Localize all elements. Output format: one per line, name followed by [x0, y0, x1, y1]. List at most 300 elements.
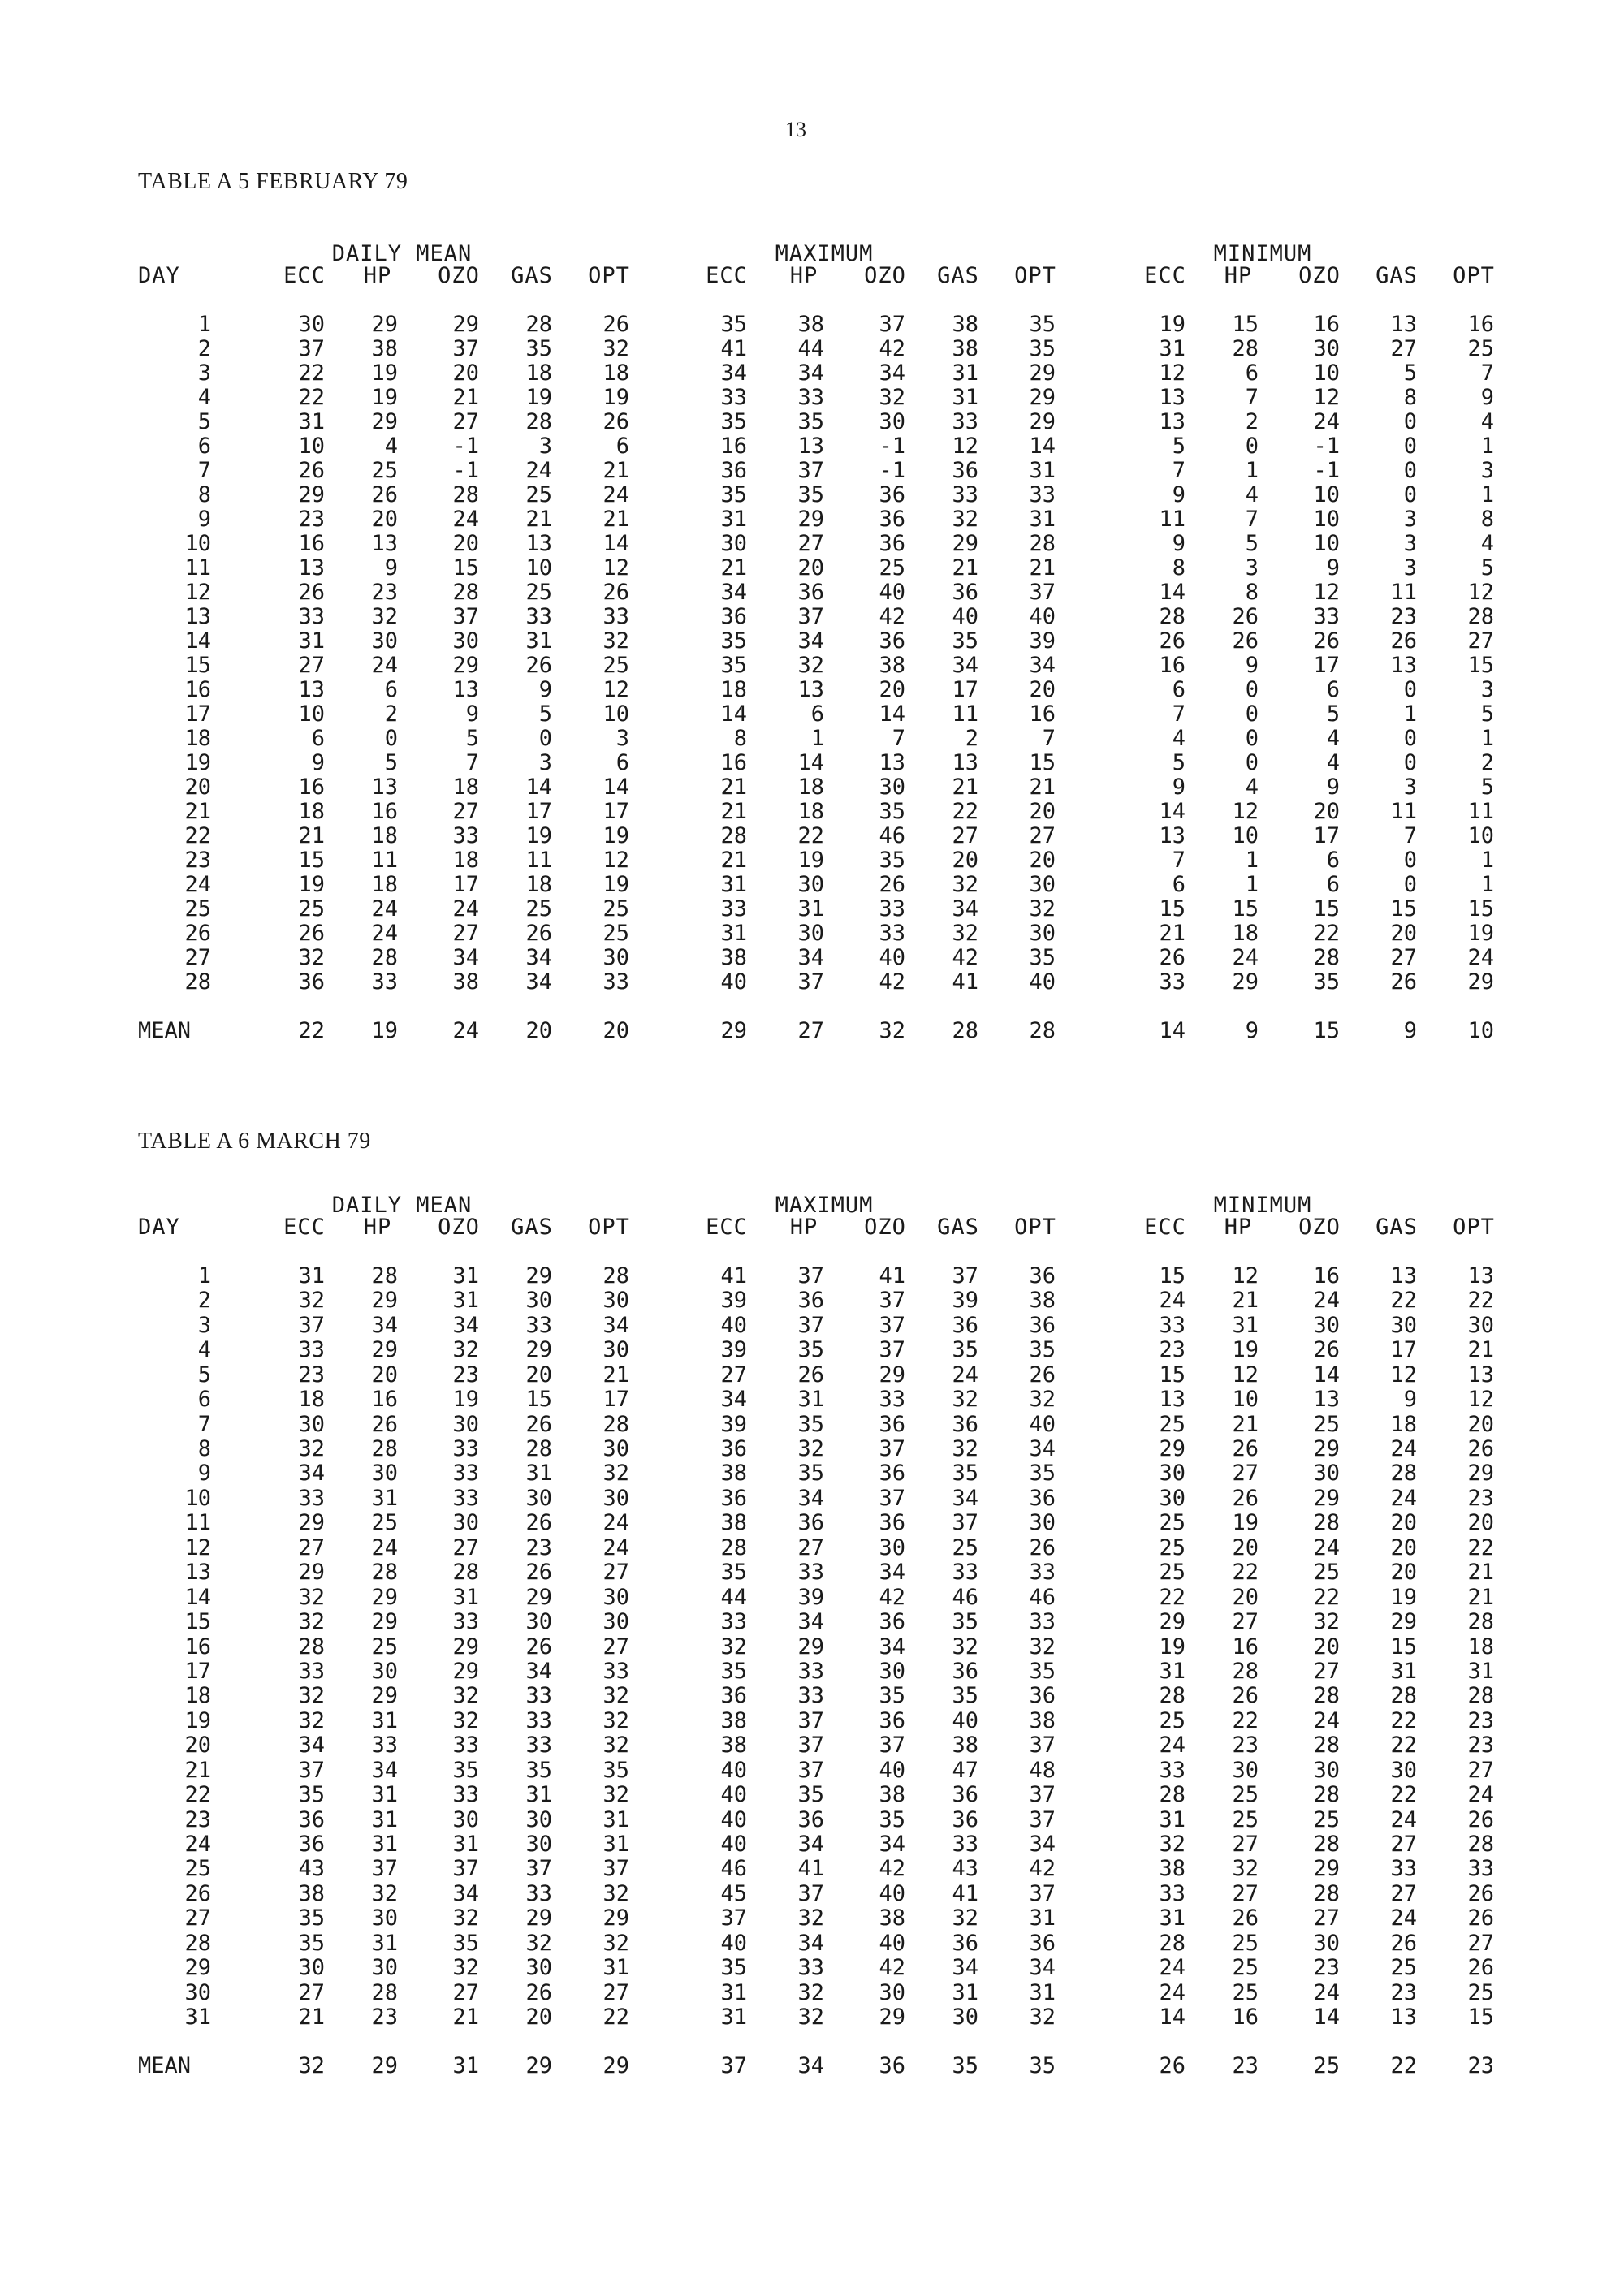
column-header-ozo: OZO	[1298, 263, 1341, 288]
table-cell: 29	[371, 1337, 398, 1363]
table-cell: 37	[797, 969, 824, 995]
table-cell: 33	[371, 969, 398, 995]
table-cell: 21	[1159, 921, 1186, 946]
table-cell: 5	[384, 750, 398, 775]
table-cell: 30	[797, 872, 824, 897]
table-cell: 33	[1467, 1856, 1494, 1882]
table-cell: 33	[1313, 604, 1340, 629]
table-cell: 30	[525, 1609, 552, 1635]
table-cell: 19	[1159, 312, 1186, 337]
table-cell: 20	[1029, 677, 1056, 702]
table-cell: 10	[1313, 482, 1340, 507]
table-cell: 29	[1390, 1609, 1417, 1635]
table-cell: 33	[525, 1733, 552, 1759]
table-cell: 32	[952, 1436, 978, 1462]
table-cell: 28	[452, 580, 479, 605]
table-cell: 18	[797, 799, 824, 824]
table-cell: 31	[952, 385, 978, 410]
table-cell: 3	[1245, 555, 1259, 580]
table-cell: 31	[1029, 507, 1056, 532]
table-cell: 33	[1029, 482, 1056, 507]
table-cell: 23	[1232, 1733, 1259, 1759]
day-cell: 1	[197, 1263, 211, 1288]
day-cell: 15	[184, 653, 211, 678]
table-cell: 38	[1029, 1288, 1056, 1314]
table-cell: 46	[1029, 1584, 1056, 1610]
table-cell: 5	[465, 726, 479, 751]
table-cell: 25	[371, 1634, 398, 1659]
table-cell: 42	[1029, 1856, 1056, 1882]
table-cell: 0	[1403, 458, 1417, 483]
table-cell: 31	[371, 1707, 398, 1733]
table-cell: 29	[452, 312, 479, 337]
table-cell: 31	[1159, 1905, 1186, 1931]
table-cell: 31	[298, 628, 325, 654]
table-cell: 7	[1172, 848, 1186, 873]
table-cell: 12	[1467, 1387, 1494, 1413]
table-cell: 31	[952, 1979, 978, 2005]
table-cell: 17	[452, 872, 479, 897]
table-cell: 29	[1029, 385, 1056, 410]
table-cell: 40	[720, 1312, 747, 1338]
day-cell: 8	[197, 1436, 211, 1462]
table-cell: 1	[1245, 872, 1259, 897]
table-cell: 37	[1029, 1806, 1056, 1832]
table-cell: 25	[1313, 1411, 1340, 1437]
column-header-ozo: OZO	[864, 263, 906, 288]
table-cell: 22	[1232, 1707, 1259, 1733]
table-cell: 34	[371, 1757, 398, 1783]
table-cell: 35	[797, 1782, 824, 1808]
table-cell: 34	[720, 580, 747, 605]
table-cell: 32	[525, 1930, 552, 1956]
table-cell: 30	[1029, 1510, 1056, 1536]
table-cell: 22	[1467, 1534, 1494, 1560]
table-cell: 34	[720, 1387, 747, 1413]
table-cell: 33	[525, 1880, 552, 1906]
table-cell: 16	[1313, 1263, 1340, 1288]
table-cell: 31	[371, 1930, 398, 1956]
table-cell: 31	[452, 1584, 479, 1610]
table-cell: 38	[1029, 1707, 1056, 1733]
table-cell: 31	[720, 872, 747, 897]
table-cell: 30	[525, 1831, 552, 1857]
table-cell: 25	[603, 921, 629, 946]
table-cell: 19	[1159, 1634, 1186, 1659]
table-cell: 20	[1029, 848, 1056, 873]
table-cell: 24	[1159, 1288, 1186, 1314]
table-cell: 28	[371, 1560, 398, 1586]
table-cell: 41	[797, 1856, 824, 1882]
table-cell: 24	[1313, 1707, 1340, 1733]
table-cell: 31	[452, 1288, 479, 1314]
table-cell: 12	[1313, 385, 1340, 410]
table-cell: 0	[1245, 701, 1259, 727]
table-cell: 0	[1245, 750, 1259, 775]
table-cell: 9	[1172, 482, 1186, 507]
table-cell: 40	[952, 1707, 978, 1733]
table-cell: 34	[879, 1560, 905, 1586]
table-cell: 28	[1467, 1683, 1494, 1709]
table-cell: 36	[720, 458, 747, 483]
table-cell: 42	[879, 336, 905, 361]
table-cell: 3	[1480, 458, 1494, 483]
table-cell: 30	[603, 1288, 629, 1314]
day-cell: 24	[184, 1831, 211, 1857]
table-cell: 24	[1467, 945, 1494, 970]
table-cell: 34	[797, 360, 824, 386]
table-cell: 5	[1172, 434, 1186, 459]
table-cell: 9	[1326, 555, 1340, 580]
group-header-daily-mean: DAILY MEAN	[331, 241, 473, 266]
table-cell: 29	[371, 1288, 398, 1314]
table-cell: 21	[952, 775, 978, 800]
table-cell: 38	[952, 312, 978, 337]
table-cell: 22	[1390, 1733, 1417, 1759]
table-cell: 24	[371, 653, 398, 678]
table-cell: 13	[797, 677, 824, 702]
table-cell: 26	[1232, 1905, 1259, 1931]
table-cell: 40	[879, 945, 905, 970]
table-cell: 15	[1159, 1263, 1186, 1288]
table-cell: 20	[952, 848, 978, 873]
table-cell: 36	[298, 969, 325, 995]
mean-cell: 37	[720, 2053, 747, 2078]
table-cell: 32	[603, 1707, 629, 1733]
table-cell: 0	[1403, 750, 1417, 775]
table-cell: 30	[1029, 872, 1056, 897]
table-cell: 17	[952, 677, 978, 702]
table-cell: 37	[797, 604, 824, 629]
table-cell: 36	[952, 1782, 978, 1808]
table-cell: 34	[298, 1733, 325, 1759]
day-cell: 6	[197, 1387, 211, 1413]
table-cell: 36	[1029, 1683, 1056, 1709]
table-cell: 4	[1480, 409, 1494, 434]
table-cell: 22	[603, 2005, 629, 2030]
table-cell: 30	[452, 1411, 479, 1437]
table-cell: 28	[720, 1534, 747, 1560]
table-cell: 27	[1390, 1880, 1417, 1906]
table-cell: 21	[452, 2005, 479, 2030]
table-cell: 35	[879, 1683, 905, 1709]
column-header-hp: HP	[789, 263, 818, 288]
table-cell: 32	[1029, 1387, 1056, 1413]
table-cell: 35	[525, 336, 552, 361]
table-cell: 30	[603, 1337, 629, 1363]
table-cell: 19	[603, 385, 629, 410]
table-cell: 30	[525, 1288, 552, 1314]
table-cell: 15	[525, 1387, 552, 1413]
table-cell: 30	[879, 409, 905, 434]
group-header-maximum: MAXIMUM	[775, 241, 874, 266]
table-cell: 37	[298, 336, 325, 361]
table-cell: 13	[1159, 823, 1186, 848]
table-cell: 28	[1313, 1880, 1340, 1906]
table-cell: 5	[1326, 701, 1340, 727]
table-cell: 29	[452, 653, 479, 678]
table-cell: 30	[1313, 1461, 1340, 1487]
table-cell: 33	[603, 1658, 629, 1684]
table-cell: 33	[720, 385, 747, 410]
table-cell: 40	[1029, 969, 1056, 995]
table-cell: 20	[1313, 1634, 1340, 1659]
table-cell: 17	[525, 799, 552, 824]
table-cell: 33	[1390, 1856, 1417, 1882]
day-cell: 22	[184, 823, 211, 848]
table-cell: 36	[720, 1683, 747, 1709]
table-cell: 13	[1390, 2005, 1417, 2030]
table-cell: 6	[311, 726, 325, 751]
table-cell: 36	[879, 482, 905, 507]
table-cell: 2	[965, 726, 978, 751]
table-cell: 30	[452, 1806, 479, 1832]
table-cell: 30	[879, 1979, 905, 2005]
day-cell: 28	[184, 969, 211, 995]
table-cell: 30	[603, 945, 629, 970]
table-cell: 20	[1390, 1560, 1417, 1586]
table-cell: 37	[452, 604, 479, 629]
table-cell: 28	[371, 1979, 398, 2005]
table-cell: 18	[525, 872, 552, 897]
table-cell: 33	[952, 1831, 978, 1857]
table-cell: 28	[1159, 1782, 1186, 1808]
table-cell: 21	[720, 775, 747, 800]
table-cell: 24	[371, 1534, 398, 1560]
table-cell: 6	[1172, 872, 1186, 897]
table-cell: 24	[1390, 1485, 1417, 1511]
table-cell: 35	[952, 1683, 978, 1709]
day-cell: 9	[197, 1461, 211, 1487]
table-cell: 3	[1403, 507, 1417, 532]
table-cell: 15	[1313, 896, 1340, 921]
table-cell: 21	[720, 555, 747, 580]
table-cell: 34	[1029, 1955, 1056, 1981]
table-cell: 25	[1390, 1955, 1417, 1981]
table-cell: 12	[603, 677, 629, 702]
table-cell: 22	[797, 823, 824, 848]
table-cell: 28	[1467, 604, 1494, 629]
table-cell: 35	[1029, 1461, 1056, 1487]
table-cell: 25	[1159, 1560, 1186, 1586]
table-cell: 28	[452, 482, 479, 507]
table-cell: 36	[797, 1806, 824, 1832]
table-cell: 10	[1313, 507, 1340, 532]
table-cell: 28	[1313, 1782, 1340, 1808]
table-cell: 26	[603, 409, 629, 434]
table-cell: 36	[879, 507, 905, 532]
table-cell: 19	[797, 848, 824, 873]
table-cell: 31	[371, 1806, 398, 1832]
table-cell: 35	[797, 1411, 824, 1437]
table-cell: 24	[952, 1362, 978, 1388]
table-cell: 25	[298, 896, 325, 921]
table-cell: 36	[952, 1411, 978, 1437]
table-cell: 13	[525, 531, 552, 556]
table-cell: 33	[879, 1387, 905, 1413]
table-cell: 35	[452, 1930, 479, 1956]
table-cell: 34	[797, 945, 824, 970]
table-cell: 18	[371, 872, 398, 897]
table-cell: 26	[1029, 1534, 1056, 1560]
table-cell: 34	[371, 1312, 398, 1338]
table-cell: 25	[879, 555, 905, 580]
table-cell: 24	[525, 458, 552, 483]
table-cell: 23	[1467, 1733, 1494, 1759]
table-cell: 27	[452, 1979, 479, 2005]
table-cell: 1	[810, 726, 824, 751]
table-cell: 23	[371, 580, 398, 605]
table-cell: 26	[525, 1560, 552, 1586]
table-cell: 16	[1467, 312, 1494, 337]
table-cell: 35	[720, 312, 747, 337]
table-cell: 37	[879, 312, 905, 337]
table-cell: 19	[1232, 1510, 1259, 1536]
table-cell: 32	[1159, 1831, 1186, 1857]
table-cell: 36	[797, 1510, 824, 1536]
table-cell: 11	[1467, 799, 1494, 824]
table-cell: 2	[384, 701, 398, 727]
table-cell: 16	[298, 775, 325, 800]
table-cell: 8	[1172, 555, 1186, 580]
table-cell: 12	[1232, 799, 1259, 824]
mean-cell: 32	[298, 2053, 325, 2078]
column-header-ecc: ECC	[1144, 263, 1186, 288]
table-cell: 35	[879, 1806, 905, 1832]
table-cell: 27	[298, 1979, 325, 2005]
table-cell: 25	[1467, 336, 1494, 361]
table-cell: 34	[797, 1609, 824, 1635]
table-cell: 41	[952, 1880, 978, 1906]
table-cell: 31	[452, 1263, 479, 1288]
table-cell: 31	[371, 1485, 398, 1511]
table-cell: 12	[1313, 580, 1340, 605]
table-cell: 25	[1159, 1411, 1186, 1437]
table-cell: 33	[298, 1337, 325, 1363]
day-cell: 30	[184, 1979, 211, 2005]
table-cell: 1	[1480, 726, 1494, 751]
table-cell: 22	[1159, 1584, 1186, 1610]
table-cell: 30	[879, 775, 905, 800]
table-cell: 32	[298, 1288, 325, 1314]
table-cell: 33	[1159, 969, 1186, 995]
table-cell: 38	[879, 1782, 905, 1808]
column-header-ecc: ECC	[1144, 1215, 1186, 1240]
day-cell: 16	[184, 1634, 211, 1659]
table-cell: 13	[879, 750, 905, 775]
table-cell: 34	[452, 1880, 479, 1906]
table-cell: 2	[1245, 409, 1259, 434]
table-cell: 6	[1245, 360, 1259, 386]
table-cell: 26	[371, 482, 398, 507]
mean-cell: 29	[720, 1018, 747, 1043]
table-cell: 29	[371, 1584, 398, 1610]
table-cell: 27	[720, 1362, 747, 1388]
table-cell: 6	[1326, 872, 1340, 897]
column-header-opt: OPT	[1014, 1215, 1056, 1240]
table-cell: 0	[1245, 726, 1259, 751]
table-cell: 9	[1172, 531, 1186, 556]
table-cell: 42	[879, 969, 905, 995]
table-cell: 13	[797, 434, 824, 459]
table-cell: 10	[1313, 531, 1340, 556]
table-cell: 30	[371, 1658, 398, 1684]
table-cell: 13	[1390, 312, 1417, 337]
table-cell: 34	[952, 653, 978, 678]
table-cell: 11	[1390, 799, 1417, 824]
mean-cell: 29	[371, 2053, 398, 2078]
table-cell: 10	[1232, 1387, 1259, 1413]
table-cell: 36	[952, 458, 978, 483]
table-cell: 21	[1232, 1288, 1259, 1314]
table-cell: 13	[298, 555, 325, 580]
table-cell: 32	[452, 1707, 479, 1733]
table-cell: 32	[603, 1880, 629, 1906]
table-cell: 21	[603, 1362, 629, 1388]
table-cell: 3	[538, 434, 552, 459]
table-cell: 30	[720, 531, 747, 556]
table-cell: 14	[879, 701, 905, 727]
table-cell: 24	[1232, 945, 1259, 970]
table-cell: 33	[603, 604, 629, 629]
table-cell: 12	[1232, 1362, 1259, 1388]
table-cell: 36	[879, 1461, 905, 1487]
table-cell: 32	[603, 1930, 629, 1956]
table-cell: 37	[797, 1263, 824, 1288]
table-cell: 35	[952, 1337, 978, 1363]
table-cell: 38	[720, 1733, 747, 1759]
table-cell: 34	[952, 896, 978, 921]
table-cell: 7	[1172, 701, 1186, 727]
table-cell: 32	[603, 1683, 629, 1709]
table-cell: 18	[1232, 921, 1259, 946]
table-cell: 37	[797, 1757, 824, 1783]
table-cell: 0	[1403, 482, 1417, 507]
table-cell: 29	[1029, 409, 1056, 434]
mean-cell: 28	[1029, 1018, 1056, 1043]
table-cell: 34	[952, 1485, 978, 1511]
column-header-day: DAY	[138, 1215, 180, 1240]
table-cell: 19	[1390, 1584, 1417, 1610]
column-header-opt: OPT	[1453, 263, 1495, 288]
mean-cell: 32	[879, 1018, 905, 1043]
table-cell: 36	[1029, 1485, 1056, 1511]
table-cell: 36	[1029, 1930, 1056, 1956]
table-cell: 11	[952, 701, 978, 727]
day-cell: 12	[184, 1534, 211, 1560]
table-cell: -1	[452, 434, 479, 459]
group-header-maximum: MAXIMUM	[775, 1193, 874, 1218]
table-cell: 29	[1467, 1461, 1494, 1487]
column-header-hp: HP	[363, 263, 392, 288]
table-cell: 29	[452, 1634, 479, 1659]
table-cell: 1	[1480, 848, 1494, 873]
table-cell: 37	[797, 1880, 824, 1906]
table-cell: 8	[1245, 580, 1259, 605]
table-cell: 14	[1159, 580, 1186, 605]
table-cell: 3	[615, 726, 629, 751]
table-cell: 33	[603, 969, 629, 995]
table-cell: 14	[797, 750, 824, 775]
table-cell: 42	[879, 1856, 905, 1882]
table-cell: 31	[952, 360, 978, 386]
table-cell: 27	[1390, 336, 1417, 361]
table-cell: 13	[371, 531, 398, 556]
table-cell: 28	[720, 823, 747, 848]
table-cell: 26	[298, 580, 325, 605]
table-cell: 38	[797, 312, 824, 337]
day-cell: 11	[184, 555, 211, 580]
